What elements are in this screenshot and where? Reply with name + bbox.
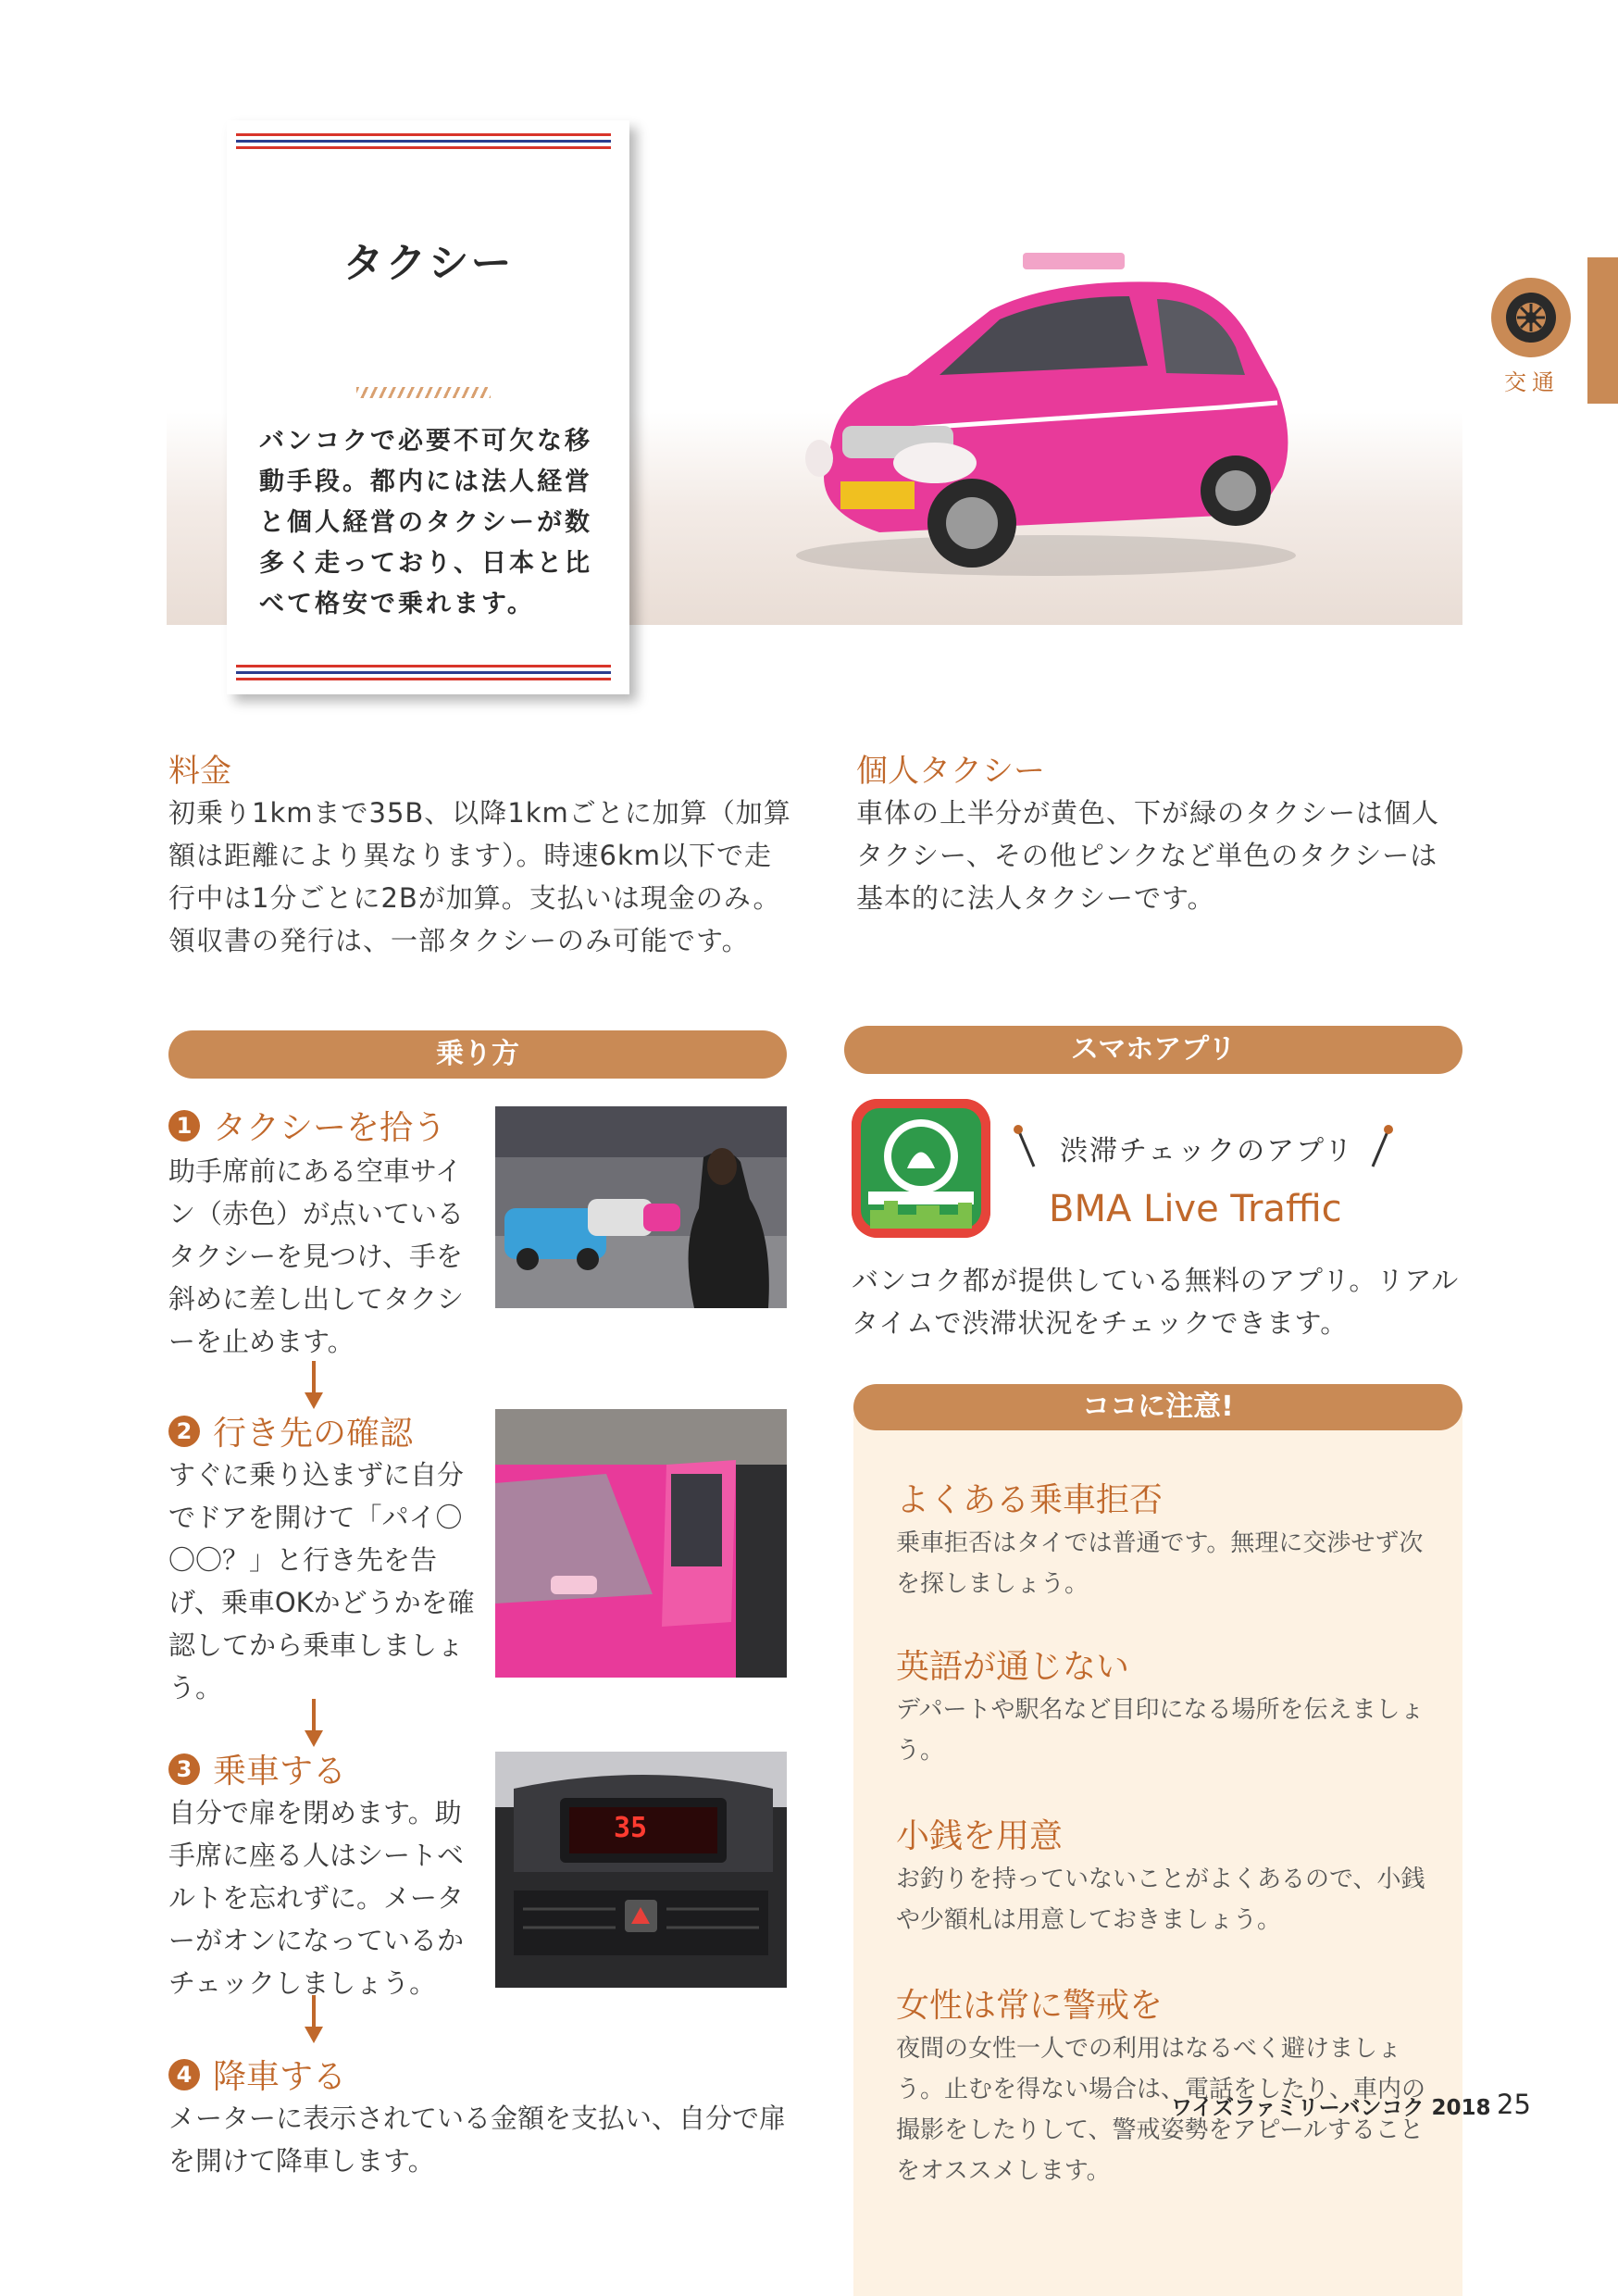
accent-tick-left-icon bbox=[1014, 1125, 1041, 1169]
taximeter-photo bbox=[495, 1752, 787, 1988]
howto-heading: 乗り方 bbox=[168, 1030, 787, 1079]
caution-heading: ココに注意! bbox=[853, 1384, 1462, 1430]
footer-publication-title: ワイズファミリーバンコク 2018 bbox=[1171, 2096, 1491, 2120]
step-title-text: 行き先の確認 bbox=[213, 1415, 414, 1453]
private-taxi-text: 車体の上半分が黄色、下が緑のタクシーは個人タクシー、その他ピンクなど単色のタクシーは基本的に法人タクシーです。 bbox=[856, 797, 1440, 914]
private-taxi-heading: 個人タクシー bbox=[856, 753, 1045, 790]
taxi-photo bbox=[778, 236, 1314, 588]
down-arrow-icon bbox=[303, 1699, 325, 1747]
step-1-text: 助手席前にある空車サイン（赤色）が点いているタクシーを見つけ、手を斜めに差し出してタクシーを止めます。 bbox=[168, 1155, 465, 1357]
category-label: 交通 bbox=[1504, 369, 1560, 395]
step-number-badge: 2 bbox=[168, 1416, 200, 1447]
down-arrow-icon bbox=[303, 1361, 325, 1409]
tricolor-stripe-bottom bbox=[236, 665, 611, 681]
step-number-badge: 1 bbox=[168, 1110, 200, 1142]
chapter-tab bbox=[1587, 257, 1618, 404]
caution-2-text: デパートや駅名など目印になる場所を伝えましょう。 bbox=[896, 1696, 1425, 1765]
hatch-divider bbox=[356, 387, 491, 398]
caution-4-text: 夜間の女性一人での利用はなるべく避けましょう。止むを得ない場合は、電話をしたり、車内の撮影をしたりして、警戒姿勢をアピールすることをオススメします。 bbox=[896, 2035, 1426, 2185]
fare-heading: 料金 bbox=[168, 753, 231, 790]
caution-3-title: 小銭を用意 bbox=[896, 1817, 1064, 1855]
title-card bbox=[227, 120, 629, 694]
app-heading: スマホアプリ bbox=[844, 1026, 1462, 1074]
step-2-text: すぐに乗り込まずに自分でドアを開けて「パイ〇〇〇？」と行き先を告げ、乗車OKかどうかを確認してから乗車しましょう。 bbox=[168, 1459, 475, 1703]
caution-1-text: 乗車拒否はタイでは普通です。無理に交渉せず次を探しましょう。 bbox=[896, 1529, 1424, 1598]
step-title-text: 降車する bbox=[213, 2058, 347, 2096]
open-door-photo bbox=[495, 1409, 787, 1678]
bma-live-traffic-app-icon bbox=[852, 1099, 990, 1238]
page-number: 25 bbox=[1497, 2089, 1531, 2120]
step-title-text: タクシーを拾う bbox=[213, 1109, 447, 1147]
app-name: BMA Live Traffic bbox=[1049, 1188, 1342, 1230]
street-taxi-photo bbox=[495, 1106, 787, 1308]
caution-2-title: 英語が通じない bbox=[896, 1648, 1130, 1686]
tire-icon bbox=[1491, 278, 1571, 357]
step-3-text: 自分で扉を閉めます。助手席に座る人はシートベルトを忘れずに。メーターがオンになっているかチェックしましょう。 bbox=[168, 1797, 465, 1999]
step-number-badge: 3 bbox=[168, 1753, 200, 1785]
app-subtitle: 渋滞チェックのアプリ bbox=[1060, 1135, 1354, 1167]
step-number-badge: 4 bbox=[168, 2059, 200, 2090]
fare-text: 初乗り1kmまで35B、以降1kmごとに加算（加算額は距離により異なります）。時速6km以下で走行中は1分ごとに2Bが加算。支払いは現金のみ。領収書の発行は、一部タクシーのみ可能です。 bbox=[168, 797, 791, 956]
step-title-text: 乗車する bbox=[213, 1753, 347, 1791]
caution-1-title: よくある乗車拒否 bbox=[896, 1481, 1164, 1519]
step-3-title bbox=[168, 1745, 346, 1792]
accent-tick-right-icon bbox=[1365, 1125, 1393, 1169]
down-arrow-icon bbox=[303, 1995, 325, 2043]
caution-4-title: 女性は常に警戒を bbox=[896, 1987, 1164, 2025]
step-4-title bbox=[168, 2051, 346, 2098]
caution-3-text: お釣りを持っていないことがよくあるので、小銭や少額札は用意しておきましょう。 bbox=[896, 1866, 1425, 1934]
step-4-text: メーターに表示されている金額を支払い、自分で扉を開けて降車します。 bbox=[168, 2103, 787, 2177]
meter-reading: 35 bbox=[614, 1812, 648, 1844]
tricolor-stripe-top bbox=[236, 133, 611, 150]
step-2-title bbox=[168, 1407, 413, 1454]
app-description: バンコク都が提供している無料のアプリ。リアルタイムで渋滞状況をチェックできます。 bbox=[852, 1265, 1460, 1339]
dashboard-illustration bbox=[495, 1752, 787, 1988]
intro-text: バンコクで必要不可欠な移動手段。都内には法人経営と個人経営のタクシーが数多く走っており、日本と比べて格安で乗れます。 bbox=[259, 427, 592, 618]
page-title: タクシー bbox=[342, 240, 514, 287]
step-1-title bbox=[168, 1102, 446, 1149]
